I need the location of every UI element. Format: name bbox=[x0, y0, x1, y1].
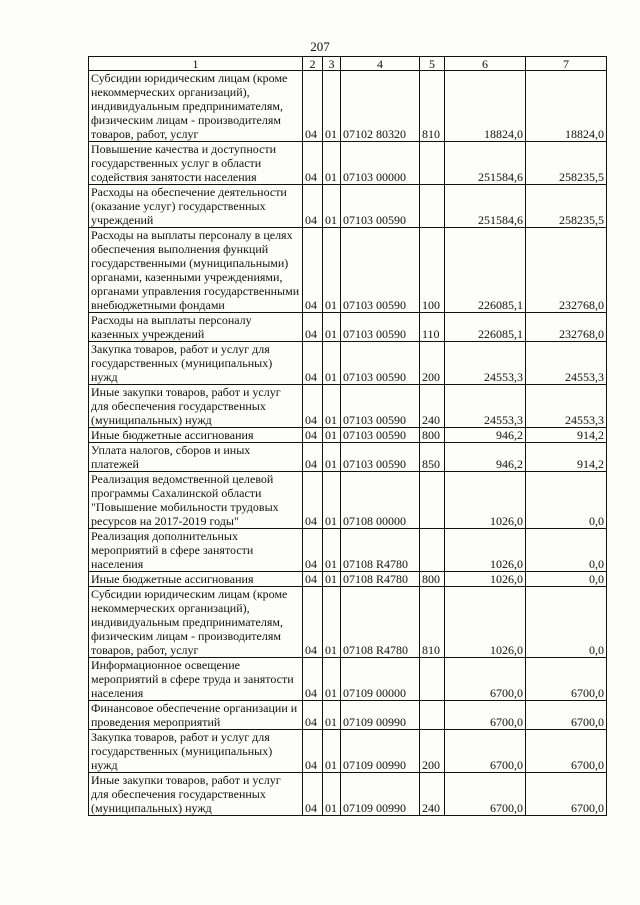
amount-col7: 6700,0 bbox=[526, 730, 607, 773]
expense-type-code: 800 bbox=[420, 572, 445, 587]
section-code: 04 bbox=[303, 142, 323, 185]
section-code: 04 bbox=[303, 443, 323, 472]
column-header: 5 bbox=[420, 57, 445, 71]
section-code: 04 bbox=[303, 185, 323, 228]
amount-col7: 24553,3 bbox=[526, 385, 607, 428]
table-row bbox=[89, 773, 607, 816]
target-article-code: 07108 R4780 bbox=[341, 529, 420, 572]
target-article-code: 07109 00990 bbox=[341, 701, 420, 730]
table-row bbox=[89, 142, 607, 185]
subsection-code: 01 bbox=[323, 701, 341, 730]
section-code: 04 bbox=[303, 428, 323, 443]
subsection-code: 01 bbox=[323, 472, 341, 529]
subsection-code: 01 bbox=[323, 572, 341, 587]
subsection-code: 01 bbox=[323, 529, 341, 572]
subsection-code: 01 bbox=[323, 142, 341, 185]
item-name: Информационное освещение мероприятий в сфере труда и занятости населения bbox=[89, 658, 303, 701]
amount-col6: 18824,0 bbox=[445, 71, 526, 142]
amount-col6: 1026,0 bbox=[445, 472, 526, 529]
target-article-code: 07108 R4780 bbox=[341, 572, 420, 587]
amount-col7: 0,0 bbox=[526, 529, 607, 572]
expense-type-code: 110 bbox=[420, 313, 445, 342]
amount-col6: 1026,0 bbox=[445, 529, 526, 572]
column-header: 3 bbox=[323, 57, 341, 71]
column-header: 7 bbox=[526, 57, 607, 71]
section-code: 04 bbox=[303, 472, 323, 529]
expense-type-code: 810 bbox=[420, 587, 445, 658]
target-article-code: 07103 00590 bbox=[341, 342, 420, 385]
item-name: Реализация ведомственной целевой программы Сахалинской области "Повышение мобильности трудовых ресурсов на 2017-2019 годы" bbox=[89, 472, 303, 529]
subsection-code: 01 bbox=[323, 71, 341, 142]
table-row bbox=[89, 228, 607, 313]
subsection-code: 01 bbox=[323, 385, 341, 428]
amount-col6: 251584,6 bbox=[445, 142, 526, 185]
target-article-code: 07109 00990 bbox=[341, 730, 420, 773]
item-name: Иные закупки товаров, работ и услуг для обеспечения государственных (муниципальных) нужд bbox=[89, 385, 303, 428]
amount-col7: 0,0 bbox=[526, 587, 607, 658]
expense-type-code bbox=[420, 529, 445, 572]
table-row bbox=[89, 658, 607, 701]
target-article-code: 07108 R4780 bbox=[341, 587, 420, 658]
item-name: Финансовое обеспечение организации и проведения мероприятий bbox=[89, 701, 303, 730]
expense-type-code: 810 bbox=[420, 71, 445, 142]
target-article-code: 07108 00000 bbox=[341, 472, 420, 529]
table-row bbox=[89, 572, 607, 587]
section-code: 04 bbox=[303, 773, 323, 816]
item-name: Субсидии юридическим лицам (кроме некоммерческих организаций), индивидуальным предпринимателям, физическим лицам - производителям товаров, работ, услуг bbox=[89, 587, 303, 658]
table-row bbox=[89, 313, 607, 342]
table-row bbox=[89, 472, 607, 529]
item-name: Расходы на обеспечение деятельности (оказание услуг) государственных учреждений bbox=[89, 185, 303, 228]
amount-col7: 6700,0 bbox=[526, 773, 607, 816]
target-article-code: 07103 00000 bbox=[341, 142, 420, 185]
amount-col7: 0,0 bbox=[526, 572, 607, 587]
expense-type-code: 240 bbox=[420, 773, 445, 816]
header-row bbox=[89, 57, 607, 71]
item-name: Расходы на выплаты персоналу казенных учреждений bbox=[89, 313, 303, 342]
table-row bbox=[89, 342, 607, 385]
expense-type-code: 800 bbox=[420, 428, 445, 443]
amount-col6: 226085,1 bbox=[445, 313, 526, 342]
table-row bbox=[89, 185, 607, 228]
column-header: 2 bbox=[303, 57, 323, 71]
table-row bbox=[89, 443, 607, 472]
amount-col6: 946,2 bbox=[445, 428, 526, 443]
amount-col7: 6700,0 bbox=[526, 701, 607, 730]
subsection-code: 01 bbox=[323, 185, 341, 228]
item-name: Уплата налогов, сборов и иных платежей bbox=[89, 443, 303, 472]
expense-type-code: 200 bbox=[420, 342, 445, 385]
item-name: Расходы на выплаты персоналу в целях обеспечения выполнения функций государственными (муниципальными) органами, казенными учреждениями, органами управления государственными внебюджетными фондами bbox=[89, 228, 303, 313]
amount-col6: 6700,0 bbox=[445, 701, 526, 730]
subsection-code: 01 bbox=[323, 342, 341, 385]
amount-col7: 232768,0 bbox=[526, 313, 607, 342]
table-row bbox=[89, 428, 607, 443]
section-code: 04 bbox=[303, 730, 323, 773]
item-name: Повышение качества и доступности государственных услуг в области содействия занятости населения bbox=[89, 142, 303, 185]
item-name: Закупка товаров, работ и услуг для государственных (муниципальных) нужд bbox=[89, 342, 303, 385]
amount-col6: 6700,0 bbox=[445, 773, 526, 816]
amount-col7: 0,0 bbox=[526, 472, 607, 529]
column-header: 4 bbox=[341, 57, 420, 71]
target-article-code: 07103 00590 bbox=[341, 313, 420, 342]
expense-type-code: 850 bbox=[420, 443, 445, 472]
amount-col7: 914,2 bbox=[526, 443, 607, 472]
amount-col7: 18824,0 bbox=[526, 71, 607, 142]
expense-type-code bbox=[420, 472, 445, 529]
expense-type-code bbox=[420, 701, 445, 730]
target-article-code: 07102 80320 bbox=[341, 71, 420, 142]
item-name: Субсидии юридическим лицам (кроме некоммерческих организаций), индивидуальным предпринимателям, физическим лицам - производителям товаров, работ, услуг bbox=[89, 71, 303, 142]
target-article-code: 07103 00590 bbox=[341, 385, 420, 428]
amount-col6: 6700,0 bbox=[445, 658, 526, 701]
subsection-code: 01 bbox=[323, 228, 341, 313]
expense-type-code bbox=[420, 142, 445, 185]
section-code: 04 bbox=[303, 313, 323, 342]
subsection-code: 01 bbox=[323, 313, 341, 342]
amount-col6: 226085,1 bbox=[445, 228, 526, 313]
target-article-code: 07103 00590 bbox=[341, 228, 420, 313]
expense-type-code bbox=[420, 185, 445, 228]
section-code: 04 bbox=[303, 71, 323, 142]
expense-type-code bbox=[420, 658, 445, 701]
amount-col6: 1026,0 bbox=[445, 572, 526, 587]
section-code: 04 bbox=[303, 658, 323, 701]
item-name: Иные бюджетные ассигнования bbox=[89, 428, 303, 443]
amount-col7: 232768,0 bbox=[526, 228, 607, 313]
item-name: Иные бюджетные ассигнования bbox=[89, 572, 303, 587]
amount-col6: 946,2 bbox=[445, 443, 526, 472]
target-article-code: 07109 00000 bbox=[341, 658, 420, 701]
amount-col7: 914,2 bbox=[526, 428, 607, 443]
budget-table bbox=[88, 56, 607, 816]
section-code: 04 bbox=[303, 529, 323, 572]
amount-col6: 24553,3 bbox=[445, 385, 526, 428]
amount-col7: 24553,3 bbox=[526, 342, 607, 385]
section-code: 04 bbox=[303, 342, 323, 385]
section-code: 04 bbox=[303, 587, 323, 658]
section-code: 04 bbox=[303, 385, 323, 428]
expense-type-code: 100 bbox=[420, 228, 445, 313]
target-article-code: 07103 00590 bbox=[341, 428, 420, 443]
subsection-code: 01 bbox=[323, 730, 341, 773]
subsection-code: 01 bbox=[323, 658, 341, 701]
target-article-code: 07103 00590 bbox=[341, 443, 420, 472]
table-row bbox=[89, 385, 607, 428]
page-number: 207 bbox=[310, 39, 330, 54]
subsection-code: 01 bbox=[323, 773, 341, 816]
column-header: 6 bbox=[445, 57, 526, 71]
expense-type-code: 240 bbox=[420, 385, 445, 428]
target-article-code: 07103 00590 bbox=[341, 185, 420, 228]
item-name: Иные закупки товаров, работ и услуг для обеспечения государственных (муниципальных) нужд bbox=[89, 773, 303, 816]
column-header: 1 bbox=[89, 57, 303, 71]
amount-col7: 258235,5 bbox=[526, 185, 607, 228]
expense-type-code: 200 bbox=[420, 730, 445, 773]
amount-col6: 24553,3 bbox=[445, 342, 526, 385]
amount-col6: 251584,6 bbox=[445, 185, 526, 228]
amount-col7: 258235,5 bbox=[526, 142, 607, 185]
table-row bbox=[89, 529, 607, 572]
table-row bbox=[89, 587, 607, 658]
subsection-code: 01 bbox=[323, 443, 341, 472]
table-row bbox=[89, 701, 607, 730]
amount-col6: 1026,0 bbox=[445, 587, 526, 658]
table-row bbox=[89, 730, 607, 773]
amount-col6: 6700,0 bbox=[445, 730, 526, 773]
section-code: 04 bbox=[303, 228, 323, 313]
target-article-code: 07109 00990 bbox=[341, 773, 420, 816]
amount-col7: 6700,0 bbox=[526, 658, 607, 701]
section-code: 04 bbox=[303, 701, 323, 730]
subsection-code: 01 bbox=[323, 587, 341, 658]
item-name: Реализация дополнительных мероприятий в сфере занятости населения bbox=[89, 529, 303, 572]
section-code: 04 bbox=[303, 572, 323, 587]
item-name: Закупка товаров, работ и услуг для государственных (муниципальных) нужд bbox=[89, 730, 303, 773]
table-row bbox=[89, 71, 607, 142]
subsection-code: 01 bbox=[323, 428, 341, 443]
